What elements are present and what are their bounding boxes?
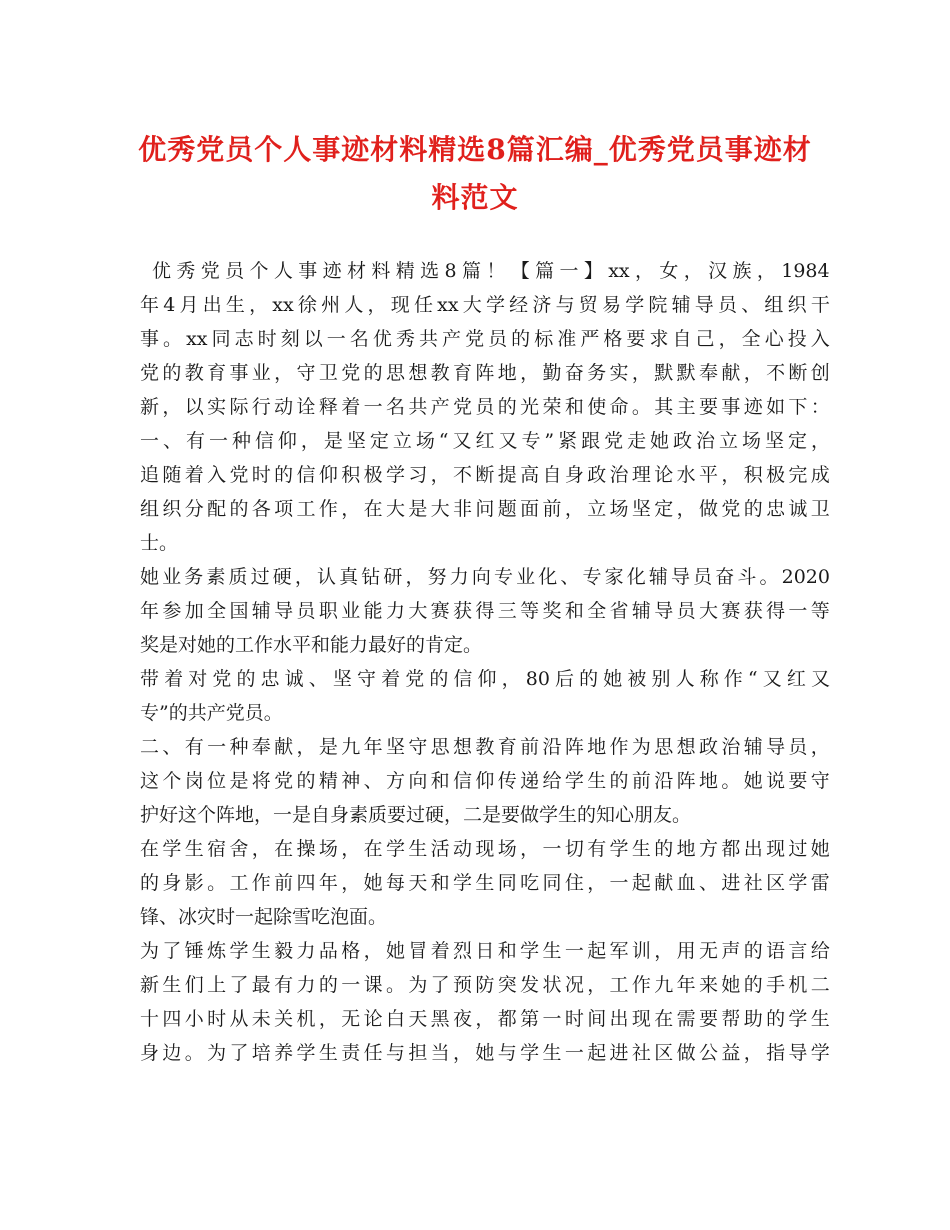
body-line: 二 、 有 一 种 奉 献 ， 是 九 年 坚 守 思 想 教 育 前 沿 阵 地 作 为 思 想 政 治 辅 导 员 ， [140,736,830,758]
body-line: 专”的共产党员。 [140,702,283,724]
body-line: 的 身 影 。 工 作 前 四 年 ， 她 每 天 和 学 生 同 吃 同 住 ， 一 起 献 血 、 进 社 区 学 雷 [140,872,830,894]
body-line: 为 了 锤 炼 学 生 毅 力 品 格 ， 她 冒 着 烈 日 和 学 生 一 起 军 训 ， 用 无 声 的 语 言 给 [140,940,830,962]
body-line: 身 边 。 为 了 培 养 学 生 责 任 与 担 当 ， 她 与 学 生 一 起 进 社 区 做 公 益 ， 指 导 学 [140,1042,830,1064]
body-line: 这 个 岗 位 是 将 党 的 精 神 、 方 向 和 信 仰 传 递 给 学 生 的 前 沿 阵 地 。 她 说 要 守 [140,770,830,792]
body-line: 在 学 生 宿 舍 ， 在 操 场 ， 在 学 生 活 动 现 场 ， 一 切 有 学 生 的 地 方 都 出 现 过 她 [140,838,830,860]
body-line: 奖是对她的工作水平和能力最好的肯定。 [140,634,483,656]
body-line: 年 参 加 全 国 辅 导 员 职 业 能 力 大 赛 获 得 三 等 奖 和 全 省 辅 导 员 大 赛 获 得 一 等 [140,600,830,622]
body-line: 锋、冰灾时一起除雪吃泡面。 [140,906,388,928]
body-line: 新 生 们 上 了 最 有 力 的 一 课 。 为 了 预 防 突 发 状 况 ， 工 作 九 年 来 她 的 手 机 二 [140,974,830,996]
body-line: 追 随 着 入 党 时 的 信 仰 积 极 学 习 ， 不 断 提 高 自 身 政 治 理 论 水 平 ， 积 极 完 成 [140,464,830,486]
body-line: 护好这个阵地，一是自身素质要过硬，二是要做学生的知心朋友。 [140,804,692,826]
body-line: 新 ， 以 实 际 行 动 诠 释 着 一 名 共 产 党 员 的 光 荣 和 使 命 。 其 主 要 事 迹 如 下 ： [140,396,830,418]
body-line: 一 、 有 一 种 信 仰 ， 是 坚 定 立 场 “ 又 红 又 专 ” 紧 跟 党 走 她 政 治 立 场 坚 定 ， [140,430,830,452]
body-line: 年 4 月 出 生 ， xx 徐 州 人 ， 现 任 xx 大 学 经 济 与 贸 易 学 院 辅 导 员 、 组 织 干 [140,294,830,316]
title-line-1: 优秀党员个人事迹材料精选8篇汇编_优秀党员事迹材 [138,133,812,166]
body-line: 党 的 教 育 事 业 ， 守 卫 党 的 思 想 教 育 阵 地 ， 勤 奋 务 实 ， 默 默 奉 献 ， 不 断 创 [140,362,830,384]
body-line: 带 着 对 党 的 忠 诚 、 坚 守 着 党 的 信 仰 ， 80 后 的 她 被 别 人 称 作 “ 又 红 又 [140,668,830,690]
body-line: 她 业 务 素 质 过 硬 ， 认 真 钻 研 ， 努 力 向 专 业 化 、 专 家 化 辅 导 员 奋 斗 。 2020 [140,566,830,588]
body-line: 事 。 xx 同 志 时 刻 以 一 名 优 秀 共 产 党 员 的 标 准 严 格 要 求 自 己 ， 全 心 投 入 [140,328,830,350]
body-line: 优 秀 党 员 个 人 事 迹 材 料 精 选 8 篇 ！ 【 篇 一 】 xx ， 女 ， 汉 族 ， 1984 [152,260,830,282]
body-line: 组 织 分 配 的 各 项 工 作 ， 在 大 是 大 非 问 题 面 前 ， 立 场 坚 定 ， 做 党 的 忠 诚 卫 [140,498,830,520]
body-line: 十 四 小 时 从 未 关 机 ， 无 论 白 天 黑 夜 ， 都 第 一 时 间 出 现 在 需 要 帮 助 的 学 生 [140,1008,830,1030]
document-title [120,126,830,222]
title-line-2: 料范文 [431,181,519,214]
body-line: 士。 [140,532,179,554]
